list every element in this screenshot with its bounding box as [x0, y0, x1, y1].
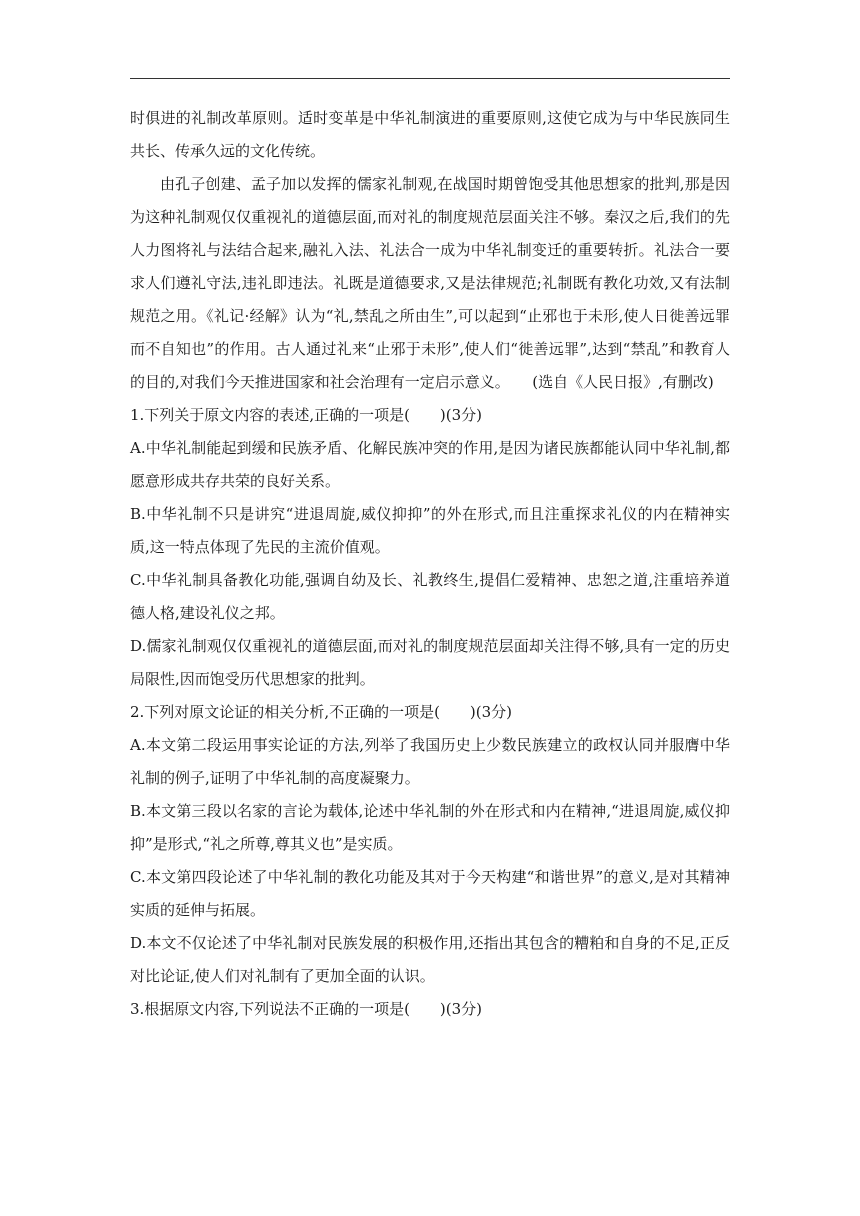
question-1-option-d: D.儒家礼制观仅仅重视礼的道德层面,而对礼的制度规范层面却关注得不够,具有一定的历史局限性,因而饱受历代思想家的批判。: [130, 637, 730, 688]
question-1-option-a: A.中华礼制能起到缓和民族矛盾、化解民族冲突的作用,是因为诸民族都能认同中华礼制,都愿意形成共存共荣的良好关系。: [130, 439, 730, 490]
header-rule: [130, 78, 730, 79]
question-2-option-d: D.本文不仅论述了中华礼制对民族发展的积极作用,还指出其包含的糟粕和自身的不足,正反对比论证,使人们对礼制有了更加全面的认识。: [130, 934, 730, 985]
question-1-stem: 1.下列关于原文内容的表述,正确的一项是( )(3分): [130, 406, 483, 424]
question-2: [130, 696, 730, 993]
question-1-option-b: B.中华礼制不只是讲究“进退周旋,威仪抑抑”的外在形式,而且注重探求礼仪的内在精神实质,这一特点体现了先民的主流价值观。: [130, 505, 730, 556]
document-body: [130, 102, 730, 1026]
question-2-option-b: B.本文第三段以名家的言论为载体,论述中华礼制的外在形式和内在精神,“进退周旋,威仪抑抑”是形式,“礼之所尊,尊其义也”是实质。: [130, 802, 730, 853]
passage-paragraph-continued: 时俱进的礼制改革原则。适时变革是中华礼制演进的重要原则,这使它成为与中华民族同生共长、传承久远的文化传统。: [130, 109, 730, 160]
question-2-option-a: A.本文第二段运用事实论证的方法,列举了我国历史上少数民族建立的政权认同并服膺中华礼制的例子,证明了中华礼制的高度凝聚力。: [130, 736, 730, 787]
question-2-stem: 2.下列对原文论证的相关分析,不正确的一项是( )(3分): [130, 703, 513, 721]
question-1: [130, 399, 730, 696]
question-2-option-c: C.本文第四段论述了中华礼制的教化功能及其对于今天构建“和谐世界”的意义,是对其精神实质的延伸与拓展。: [130, 868, 730, 919]
question-3-stem: 3.根据原文内容,下列说法不正确的一项是( )(3分): [130, 1000, 483, 1018]
passage-paragraph-last: 由孔子创建、孟子加以发挥的儒家礼制观,在战国时期曾饱受其他思想家的批判,那是因为这种礼制观仅仅重视礼的道德层面,而对礼的制度规范层面关注不够。秦汉之后,我们的先人力图将礼与法结合起来,融礼入法、礼法合一成为中华礼制变迁的重要转折。礼法合一要求人们遵礼守法,违礼即违法。礼既是道德要求,又是法律规范;礼制既有教化功效,又有法制规范之用。《礼记·经解》认为“礼,禁乱之所由生”,可以起到“止邪也于未形,使人日徙善远罪而不自知也”的作用。古人通过礼来“止邪于未形”,使人们“徙善远罪”,达到“禁乱”和教育人的目的,对我们今天推进国家和社会治理有一定启示意义。 (选自《人民日报》,有删改): [130, 175, 730, 391]
question-3: [130, 993, 730, 1026]
question-1-option-c: C.中华礼制具备教化功能,强调自幼及长、礼教终生,提倡仁爱精神、忠恕之道,注重培养道德人格,建设礼仪之邦。: [130, 571, 730, 622]
